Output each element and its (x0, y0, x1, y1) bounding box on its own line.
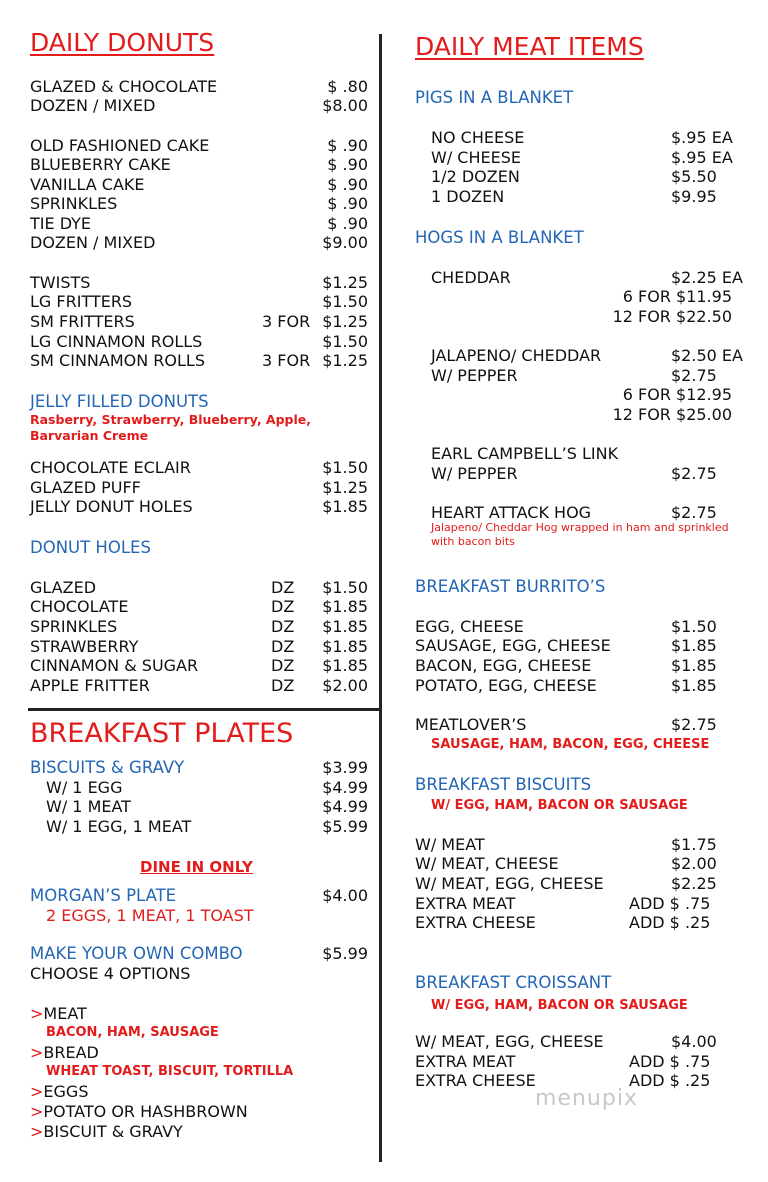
donut-row (30, 194, 368, 214)
jelly-note-2: Barvarian Creme (30, 428, 149, 443)
donut-row (30, 233, 368, 253)
item-price: $1.85 (322, 637, 368, 656)
arrow-icon: > (30, 1082, 44, 1101)
item-name: JELLY DONUT HOLES (30, 497, 193, 516)
item-name: EXTRA MEAT (415, 1052, 516, 1071)
combo-label: MAKE YOUR OWN COMBO (30, 944, 243, 963)
cheddar-12-row (431, 307, 732, 327)
item-price: $1.25 (322, 312, 368, 331)
donut-row (30, 77, 368, 97)
donut-hole-row (30, 578, 368, 598)
morgans-plate-row (30, 886, 368, 906)
meatlover-desc: SAUSAGE, HAM, BACON, EGG, CHEESE (431, 737, 710, 752)
item-qty: DZ (271, 578, 295, 597)
combo-option-label: EGGS (43, 1082, 89, 1101)
earl-pepper-row (431, 464, 755, 484)
croissant-row (415, 1032, 755, 1052)
item-name: 1 DOZEN (431, 187, 505, 206)
heart-attack-note-2: with bacon bits (431, 535, 515, 548)
combo-option (30, 1004, 87, 1023)
item-name: EXTRA CHEESE (415, 913, 536, 932)
item-price: $1.50 (322, 292, 368, 311)
item-qty: DZ (271, 656, 295, 675)
item-name: OLD FASHIONED CAKE (30, 136, 210, 155)
item-name: SPRINKLES (30, 617, 118, 636)
item-qty: DZ (271, 637, 295, 656)
item-name: NO CHEESE (431, 128, 525, 147)
earl-price: $2.75 (671, 464, 717, 483)
item-price: $1.85 (322, 597, 368, 616)
item-price: $5.99 (322, 817, 368, 836)
morgans-plate-label: MORGAN’S PLATE (30, 886, 177, 905)
item-price: $.95 EA (671, 148, 733, 167)
jalapeno-price: $2.50 EA (671, 346, 743, 365)
morgans-plate-desc: 2 EGGS, 1 MEAT, 1 TOAST (46, 906, 254, 925)
jalapeno-12-row (431, 405, 732, 425)
jalapeno-pepper-row (431, 366, 755, 386)
donut-row (30, 214, 368, 234)
donut-row (30, 175, 368, 195)
donut-hole-row (30, 637, 368, 657)
donut-hole-row (30, 597, 368, 617)
meatlover-price: $2.75 (671, 715, 717, 734)
item-price: ADD $ .25 (629, 913, 711, 932)
pigs-row (431, 148, 755, 168)
dine-in-only: DINE IN ONLY (140, 858, 253, 876)
item-price: $1.50 (671, 617, 717, 636)
item-name: TIE DYE (30, 214, 92, 233)
pigs-row (431, 128, 755, 148)
donut-row (30, 273, 368, 293)
section-divider (28, 708, 379, 711)
item-name: STRAWBERRY (30, 637, 139, 656)
item-price: $2.00 (322, 676, 368, 695)
daily-donuts-title: DAILY DONUTS (30, 28, 215, 57)
item-price: $1.85 (322, 497, 368, 516)
biscuits-gravy-option (46, 797, 368, 817)
daily-meat-title: DAILY MEAT ITEMS (415, 32, 644, 61)
item-name: DOZEN / MIXED (30, 233, 156, 252)
item-price: $ .90 (327, 155, 368, 174)
burritos-title: BREAKFAST BURRITO’S (415, 577, 606, 596)
item-price: $ .90 (327, 214, 368, 233)
item-price: $1.25 (322, 351, 368, 370)
biscuits-gravy-row (30, 758, 368, 778)
item-name: SAUSAGE, EGG, CHEESE (415, 636, 611, 655)
croissant-desc: W/ EGG, HAM, BACON OR SAUSAGE (431, 998, 688, 1013)
biscuit-row (415, 874, 755, 894)
earl-pepper-label: W/ PEPPER (431, 464, 518, 483)
item-name: POTATO, EGG, CHEESE (415, 676, 597, 695)
heart-attack-price: $2.75 (671, 503, 717, 522)
pigs-title: PIGS IN A BLANKET (415, 88, 574, 107)
item-name: W/ MEAT, EGG, CHEESE (415, 1032, 604, 1051)
combo-option (30, 1102, 248, 1121)
earl-label: EARL CAMPBELL’S LINK (431, 444, 619, 463)
donut-hole-row (30, 656, 368, 676)
combo-row (30, 944, 368, 964)
item-qty: 3 FOR (262, 312, 311, 331)
item-name: CHOCOLATE (30, 597, 129, 616)
item-price: $.95 EA (671, 128, 733, 147)
item-name: TWISTS (30, 273, 91, 292)
item-name: EGG, CHEESE (415, 617, 524, 636)
item-name: GLAZED PUFF (30, 478, 141, 497)
item-price: $1.85 (671, 636, 717, 655)
item-price: $5.50 (671, 167, 717, 186)
cheddar-12: 12 FOR $22.50 (612, 307, 732, 326)
biscuit-row (415, 835, 755, 855)
biscuit-row (415, 854, 755, 874)
item-name: SM CINNAMON ROLLS (30, 351, 205, 370)
croissant-row (415, 1052, 755, 1072)
item-name: EXTRA MEAT (415, 894, 516, 913)
biscuits-gravy-label: BISCUITS & GRAVY (30, 758, 185, 777)
jalapeno-pepper-price: $2.75 (671, 366, 717, 385)
donut-row (30, 136, 368, 156)
jalapeno-12: 12 FOR $25.00 (612, 405, 732, 424)
item-name: CINNAMON & SUGAR (30, 656, 199, 675)
item-price: $1.50 (322, 578, 368, 597)
earl-row (431, 444, 755, 464)
combo-option-detail: BACON, HAM, SAUSAGE (46, 1025, 219, 1040)
item-price: ADD $ .75 (629, 1052, 711, 1071)
item-name: GLAZED & CHOCOLATE (30, 77, 218, 96)
donut-row (30, 155, 368, 175)
pigs-row (431, 167, 755, 187)
item-name: BLUEBERRY CAKE (30, 155, 171, 174)
donut-row (30, 351, 368, 371)
burrito-row (415, 676, 755, 696)
item-price: $4.99 (322, 778, 368, 797)
biscuits-desc: W/ EGG, HAM, BACON OR SAUSAGE (431, 798, 688, 813)
biscuit-row (415, 913, 755, 933)
heart-attack-note-1: Jalapeno/ Cheddar Hog wrapped in ham and sprinkled (431, 521, 729, 534)
item-price: $1.25 (322, 273, 368, 292)
burrito-row (415, 617, 755, 637)
jalapeno-6-row (431, 385, 732, 405)
biscuits-gravy-price: $3.99 (322, 758, 368, 777)
morgans-plate-price: $4.00 (322, 886, 368, 905)
biscuit-row (415, 894, 755, 914)
item-name: EXTRA CHEESE (415, 1071, 536, 1090)
donut-row (30, 312, 368, 332)
item-price: $1.50 (322, 332, 368, 351)
item-qty: DZ (271, 676, 295, 695)
donut-row (30, 96, 368, 116)
heart-attack-label: HEART ATTACK HOG (431, 503, 592, 522)
item-qty: DZ (271, 597, 295, 616)
combo-option-label: BISCUIT & GRAVY (43, 1122, 183, 1141)
donut-holes-title: DONUT HOLES (30, 538, 151, 557)
breakfast-plates-title: BREAKFAST PLATES (30, 718, 294, 749)
combo-option-label: BREAD (43, 1043, 99, 1062)
combo-option-detail: WHEAT TOAST, BISCUIT, TORTILLA (46, 1064, 294, 1079)
item-name: APPLE FRITTER (30, 676, 150, 695)
combo-option-label: POTATO OR HASHBROWN (43, 1102, 248, 1121)
item-name: W/ 1 EGG, 1 MEAT (46, 817, 192, 836)
pigs-row (431, 187, 755, 207)
donut-row (30, 292, 368, 312)
item-price: ADD $ .75 (629, 894, 711, 913)
item-name: W/ 1 MEAT (46, 797, 131, 816)
item-qty: DZ (271, 617, 295, 636)
jelly-row (30, 458, 368, 478)
item-name: GLAZED (30, 578, 97, 597)
arrow-icon: > (30, 1102, 44, 1121)
item-name: DOZEN / MIXED (30, 96, 156, 115)
item-price: ADD $ .25 (629, 1071, 711, 1090)
combo-option-label: MEAT (43, 1004, 87, 1023)
jelly-row (30, 478, 368, 498)
item-name: W/ 1 EGG (46, 778, 123, 797)
item-price: $ .90 (327, 136, 368, 155)
item-price: $1.85 (671, 676, 717, 695)
item-name: BACON, EGG, CHEESE (415, 656, 592, 675)
combo-desc: CHOOSE 4 OPTIONS (30, 964, 191, 983)
burrito-row (415, 656, 755, 676)
combo-price: $5.99 (322, 944, 368, 963)
item-price: $1.85 (671, 656, 717, 675)
biscuits-title: BREAKFAST BISCUITS (415, 775, 592, 794)
watermark: menupix (535, 1086, 638, 1111)
item-name: VANILLA CAKE (30, 175, 145, 194)
item-name: W/ MEAT, CHEESE (415, 854, 559, 873)
jalapeno-pepper-label: W/ PEPPER (431, 366, 518, 385)
donut-row (30, 332, 368, 352)
cheddar-6: 6 FOR $11.95 (622, 287, 732, 306)
jalapeno-label: JALAPENO/ CHEDDAR (431, 346, 602, 365)
item-price: $8.00 (322, 96, 368, 115)
combo-option (30, 1082, 88, 1101)
biscuits-gravy-option (46, 817, 368, 837)
item-name: LG CINNAMON ROLLS (30, 332, 203, 351)
jelly-title: JELLY FILLED DONUTS (30, 392, 209, 411)
jelly-note-1: Rasberry, Strawberry, Blueberry, Apple, (30, 412, 311, 427)
item-name: LG FRITTERS (30, 292, 133, 311)
arrow-icon: > (30, 1004, 44, 1023)
meatlover-label: MEATLOVER’S (415, 715, 527, 734)
item-price: $9.00 (322, 233, 368, 252)
arrow-icon: > (30, 1122, 44, 1141)
cheddar-label: CHEDDAR (431, 268, 511, 287)
meatlover-row (415, 715, 755, 735)
item-price: $1.25 (322, 478, 368, 497)
column-divider (379, 34, 382, 1162)
burrito-row (415, 636, 755, 656)
item-name: SPRINKLES (30, 194, 118, 213)
item-price: $2.25 (671, 874, 717, 893)
item-name: W/ CHEESE (431, 148, 521, 167)
donut-hole-row (30, 617, 368, 637)
cheddar-6-row (431, 287, 732, 307)
jalapeno-row (431, 346, 755, 366)
item-price: $1.85 (322, 656, 368, 675)
combo-option (30, 1122, 183, 1141)
item-price: $1.75 (671, 835, 717, 854)
cheddar-price: $2.25 EA (671, 268, 743, 287)
jalapeno-6: 6 FOR $12.95 (622, 385, 732, 404)
item-price: $ .90 (327, 194, 368, 213)
arrow-icon: > (30, 1043, 44, 1062)
jelly-row (30, 497, 368, 517)
biscuits-gravy-option (46, 778, 368, 798)
item-price: $4.99 (322, 797, 368, 816)
item-price: $4.00 (671, 1032, 717, 1051)
hogs-title: HOGS IN A BLANKET (415, 228, 584, 247)
item-name: 1/2 DOZEN (431, 167, 520, 186)
heart-attack-row (431, 503, 755, 523)
item-name: W/ MEAT (415, 835, 485, 854)
item-name: W/ MEAT, EGG, CHEESE (415, 874, 604, 893)
cheddar-row (431, 268, 755, 288)
item-name: SM FRITTERS (30, 312, 135, 331)
croissant-title: BREAKFAST CROISSANT (415, 973, 612, 992)
combo-option (30, 1043, 99, 1062)
item-price: $1.50 (322, 458, 368, 477)
donut-hole-row (30, 676, 368, 696)
item-name: CHOCOLATE ECLAIR (30, 458, 191, 477)
item-price: $ .80 (327, 77, 368, 96)
item-price: $9.95 (671, 187, 717, 206)
item-qty: 3 FOR (262, 351, 311, 370)
item-price: $ .90 (327, 175, 368, 194)
item-price: $2.00 (671, 854, 717, 873)
item-price: $1.85 (322, 617, 368, 636)
